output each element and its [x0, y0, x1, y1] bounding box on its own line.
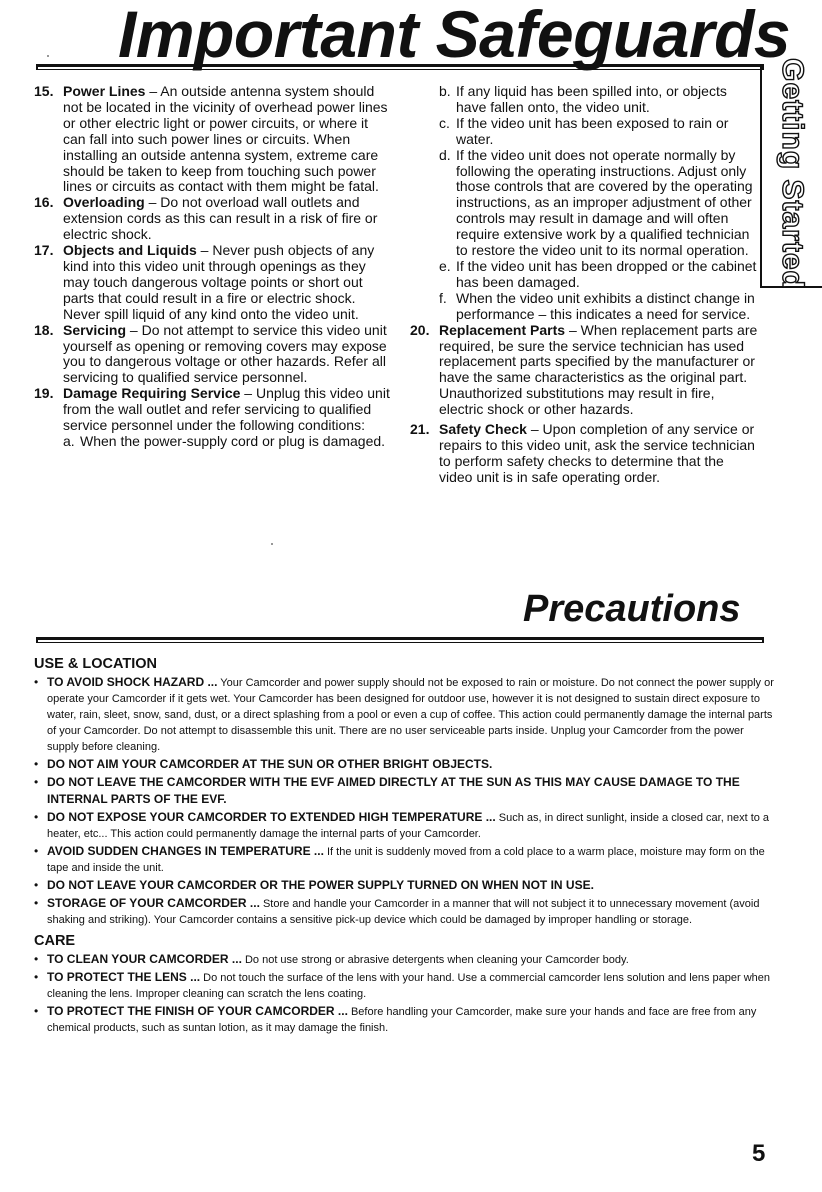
item-number: 19.: [34, 385, 54, 402]
precaution-bullet: [34, 895, 774, 928]
bullet-text: Before handling your Camcorder, make sure your hands and face are free from any chemical products, such as suntan lotion, as it may damage the finish.: [47, 1006, 757, 1034]
condition-text: When the video unit exhibits a distinct change in performance – this indicates a need for service.: [456, 289, 755, 322]
bullet-lead: TO PROTECT THE LENS ...: [47, 970, 201, 984]
condition-label: c.: [439, 114, 450, 131]
safeguards-left-column: [34, 84, 394, 450]
precaution-bullet: [34, 843, 774, 876]
condition-item: [410, 116, 760, 148]
item-text: – Unplug this video unit from the wall outlet and refer servicing to qualified service personnel under the following conditions:: [63, 385, 390, 434]
condition-label: a.: [63, 432, 75, 449]
safeguard-item: [34, 323, 394, 387]
bullet-lead: TO AVOID SHOCK HAZARD ...: [47, 675, 218, 689]
care-heading: CARE: [34, 933, 76, 949]
precaution-bullet: [34, 774, 774, 808]
bullet-lead: DO NOT LEAVE YOUR CAMCORDER OR THE POWER SUPPLY TURNED ON WHEN NOT IN USE.: [47, 878, 594, 892]
bullet-lead: DO NOT LEAVE THE CAMCORDER WITH THE EVF AIMED DIRECTLY AT THE SUN AS THIS MAY CAUSE DAMAGE TO THE INTERNAL PARTS OF THE EVF.: [47, 775, 740, 806]
precaution-bullet: [34, 951, 774, 968]
precautions-title: Precautions: [523, 588, 741, 630]
item-term: Servicing: [63, 321, 127, 338]
condition-item: [34, 434, 394, 450]
bullet-text: Do not use strong or abrasive detergents when cleaning your Camcorder body.: [241, 954, 629, 966]
bullet-lead: DO NOT AIM YOUR CAMCORDER AT THE SUN OR OTHER BRIGHT OBJECTS.: [47, 757, 493, 771]
item-text: – Do not attempt to service this video unit yourself as opening or removing covers may expose you to dangerous voltage or other hazards. Refer all servicing to qualified service personnel.: [63, 321, 387, 386]
safeguard-item: [34, 84, 394, 195]
item-number: 21.: [410, 421, 430, 438]
bullet-text: Store and handle your Camcorder in a manner that will not subject it to unnecessary movement (avoid shaking and striking). Your Camcorder contains a sensitive pick-up device which could be damaged by improper handling or storage.: [47, 898, 760, 926]
item-text: – Upon completion of any service or repairs to this video unit, ask the service technician to perform safety checks to determine that the video unit is in safe operating order.: [439, 421, 755, 485]
use-location-heading: USE & LOCATION: [34, 656, 157, 672]
bullet-lead: AVOID SUDDEN CHANGES IN TEMPERATURE ...: [47, 844, 324, 858]
condition-item: [410, 291, 760, 323]
bullet-lead: STORAGE OF YOUR CAMCORDER ...: [47, 896, 260, 910]
condition-label: b.: [439, 83, 451, 99]
safeguard-item: [410, 422, 760, 486]
condition-label: f.: [439, 289, 447, 306]
item-term: Power Lines: [63, 83, 146, 99]
safeguard-item: [34, 386, 394, 434]
bullet-lead: TO CLEAN YOUR CAMCORDER ...: [47, 952, 242, 966]
precaution-bullet: [34, 674, 774, 755]
title-rule: [36, 64, 764, 70]
precaution-bullet: [34, 1003, 774, 1036]
precautions-rule: [36, 637, 764, 643]
item-term: Objects and Liquids: [63, 242, 197, 259]
item-term: Safety Check: [439, 421, 527, 438]
condition-text: If any liquid has been spilled into, or objects have fallen onto, the video unit.: [456, 83, 727, 115]
item-number: 17.: [34, 242, 54, 259]
condition-text: If the video unit does not operate normally by following the operating instructions. Adjust only those controls that are covered by the operating instructions, as an improper adjustment of other controls may result in damage and will often require extensive work by a qualified technician to restore the video unit to its normal operation.: [456, 146, 753, 259]
item-number: 15.: [34, 83, 54, 99]
bullet-lead: TO PROTECT THE FINISH OF YOUR CAMCORDER ...: [47, 1004, 348, 1018]
bullet-text: Your Camcorder and power supply should not be exposed to rain or moisture. Do not connect the power supply or operate your Camcorder if it gets wet. Your Camcorder has been designed for outdoor use, however it is not designed to sustain direct exposure to water, rain, sleet, snow, sand, dust, or a direct splashing from a pool or even a cup of coffee. This action could permanently damage the internal parts of your Camcorder. Do not attempt to disassemble this unit. There are no user serviceable parts inside. Unplug your Camcorder from the power supply before cleaning.: [47, 677, 774, 753]
item-number: 20.: [410, 321, 430, 338]
safeguards-right-column: [410, 84, 760, 486]
condition-text: If the video unit has been exposed to rain or water.: [456, 114, 729, 147]
section-tab: [760, 58, 822, 290]
item-term: Damage Requiring Service: [63, 385, 241, 402]
condition-text: When the power-supply cord or plug is damaged.: [80, 432, 386, 449]
scan-speck: [271, 543, 273, 545]
item-text: – When replacement parts are required, be sure the service technician has used replacement parts specified by the manufacturer or have the same characteristics as the original part. Unauthorized substitutions may result in fire, electric shock or other hazards.: [439, 321, 758, 418]
item-term: Overloading: [63, 194, 145, 211]
precaution-bullet: [34, 809, 774, 842]
page-number: 5: [752, 1140, 766, 1167]
safeguard-item: [410, 323, 760, 418]
item-text: – Never push objects of any kind into this video unit through openings as they may touch dangerous voltage points or short out parts that could result in a fire or electric shock. Never spill liquid of any kind onto the video unit.: [63, 242, 375, 322]
bullet-text: If the unit is suddenly moved from a cold place to a warm place, moisture may form on the tape and inside the unit.: [47, 846, 765, 874]
precautions-body: [34, 656, 774, 1037]
item-term: Replacement Parts: [439, 321, 566, 338]
condition-text: If the video unit has been dropped or the cabinet has been damaged.: [456, 257, 757, 290]
condition-label: e.: [439, 257, 451, 274]
item-number: 18.: [34, 321, 54, 338]
bullet-text: Such as, in direct sunlight, inside a closed car, next to a heater, etc... This action could permanently damage the internal parts of your Camcorder.: [47, 812, 770, 840]
precaution-bullet: [34, 877, 774, 894]
bullet-lead: DO NOT EXPOSE YOUR CAMCORDER TO EXTENDED HIGH TEMPERATURE ...: [47, 810, 496, 824]
scan-speck: [47, 55, 49, 57]
bullet-text: Do not touch the surface of the lens with your hand. Use a commercial camcorder lens solution and lens paper when cleaning the lens. Improper cleaning can scratch the lens coating.: [47, 972, 770, 1000]
safeguard-item: [34, 243, 394, 323]
condition-label: d.: [439, 146, 451, 163]
item-number: 16.: [34, 194, 54, 211]
condition-item: [410, 84, 760, 116]
precaution-bullet: [34, 756, 774, 773]
condition-item: [410, 259, 760, 291]
page-title: Important Safeguards: [118, 0, 791, 71]
precaution-bullet: [34, 969, 774, 1002]
safeguard-item: [34, 195, 394, 243]
item-text: – Do not overload wall outlets and extension cords as this can result in a risk of fire or electric shock.: [63, 194, 378, 243]
item-text: – An outside antenna system should not be located in the vicinity of overhead power lines or other electric light or power circuits, or where it can fall into such power lines or circuits. When installing an outside antenna system, extreme care should be taken to keep from touching such power lines or circuits as contact with them might be fatal.: [63, 83, 388, 195]
condition-item: [410, 148, 760, 259]
section-tab-label: Getting Started: [776, 58, 809, 290]
